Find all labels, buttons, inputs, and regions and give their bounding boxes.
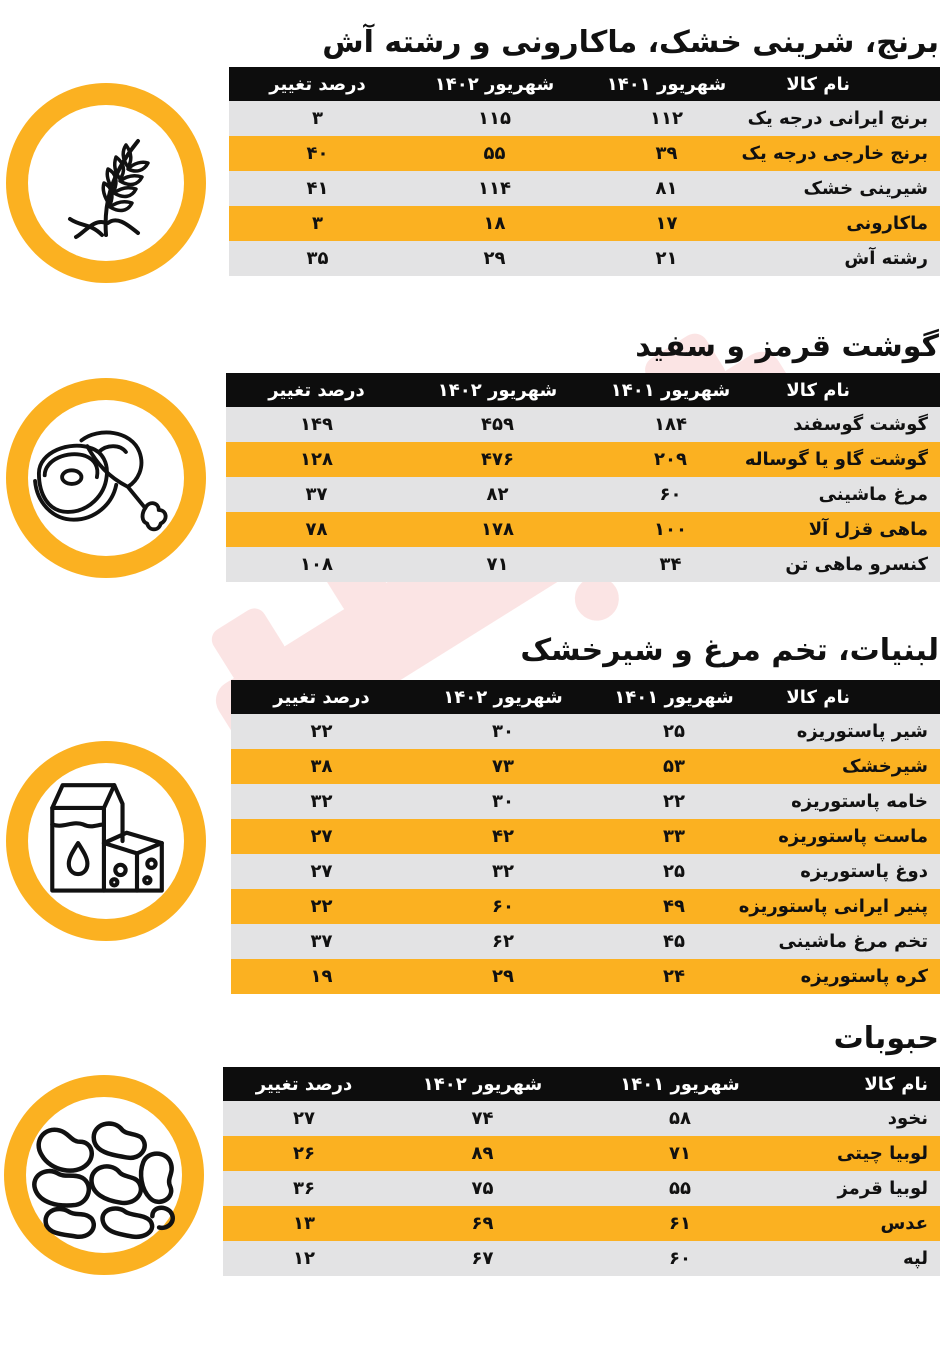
value-change: ۱۳ [223,1206,385,1241]
value-1402: ۶۲ [412,924,594,959]
value-change: ۲۷ [231,854,412,889]
value-1401: ۸۱ [583,171,750,206]
item-name: رشته آش [750,241,940,276]
value-1402: ۱۱۴ [406,171,583,206]
value-change: ۷۸ [226,512,407,547]
table-row [231,959,940,994]
value-1401: ۱۷ [583,206,750,241]
table-row [223,1206,940,1241]
col-name: نام کالا [750,67,940,101]
value-change: ۳۲ [231,784,412,819]
col-1401: شهریور ۱۴۰۱ [580,1067,780,1101]
value-1402: ۳۰ [412,714,594,749]
item-name: گوشت گوسفند [753,407,940,442]
meat-chicken-icon [31,423,186,539]
col-1402: شهریور ۱۴۰۲ [385,1067,580,1101]
value-change: ۲۲ [231,714,412,749]
price-table-rice [229,67,940,276]
value-1402: ۱۷۸ [407,512,588,547]
wheat-icon [46,123,166,243]
col-1402: شهریور ۱۴۰۲ [407,373,588,407]
value-1402: ۴۲ [412,819,594,854]
section-title-rice: برنج، شرینی خشک، ماکارونی و رشته آش [322,25,939,60]
item-name: پنیر ایرانی پاستوریزه [754,889,940,924]
value-1401: ۴۹ [594,889,754,924]
table-row [223,1136,940,1171]
value-change: ۲۷ [223,1101,385,1136]
item-name: ماهی قزل آلا [753,512,940,547]
value-1401: ۵۳ [594,749,754,784]
value-1402: ۷۵ [385,1171,580,1206]
item-name: برنج خارجی درجه یک [750,136,940,171]
value-1402: ۳۲ [412,854,594,889]
item-name: خامه پاستوریزه [754,784,940,819]
value-change: ۲۲ [231,889,412,924]
value-1401: ۶۰ [580,1241,780,1276]
value-1402: ۱۱۵ [406,101,583,136]
value-1401: ۵۸ [580,1101,780,1136]
value-1402: ۴۷۶ [407,442,588,477]
value-change: ۲۶ [223,1136,385,1171]
table-row [231,819,940,854]
value-1402: ۲۹ [412,959,594,994]
section-icon-circle [6,378,206,578]
value-1401: ۲۰۹ [588,442,753,477]
value-1401: ۶۰ [588,477,753,512]
price-table-legumes [223,1067,940,1276]
value-1401: ۵۵ [580,1171,780,1206]
item-name: دوغ پاستوریزه [754,854,940,889]
item-name: شیر پاستوریزه [754,714,940,749]
value-change: ۱۹ [231,959,412,994]
value-1401: ۲۱ [583,241,750,276]
table-row [226,407,940,442]
item-name: گوشت گاو یا گوساله [753,442,940,477]
value-1401: ۲۴ [594,959,754,994]
table-row [226,547,940,582]
col-name: نام کالا [754,680,940,714]
value-1401: ۷۱ [580,1136,780,1171]
table-row [231,854,940,889]
item-name: برنج ایرانی درجه یک [750,101,940,136]
item-name: لوبیا قرمز [780,1171,940,1206]
item-name: شیرخشک [754,749,940,784]
col-change: درصد تغییر [226,373,407,407]
value-1401: ۳۹ [583,136,750,171]
item-name: لوبیا چیتی [780,1136,940,1171]
value-1401: ۱۱۲ [583,101,750,136]
value-1401: ۴۵ [594,924,754,959]
table-row [229,136,940,171]
value-change: ۱۰۸ [226,547,407,582]
value-1401: ۳۴ [588,547,753,582]
milk-cheese-icon [44,779,168,903]
table-row [229,171,940,206]
col-name: نام کالا [780,1067,940,1101]
item-name: لپه [780,1241,940,1276]
item-name: عدس [780,1206,940,1241]
value-1402: ۷۴ [385,1101,580,1136]
col-name: نام کالا [753,373,940,407]
value-change: ۳ [229,206,406,241]
value-1402: ۷۱ [407,547,588,582]
value-1401: ۳۳ [594,819,754,854]
section-title-legumes: حبوبات [833,1021,939,1056]
value-1401: ۱۸۴ [588,407,753,442]
value-change: ۳۷ [226,477,407,512]
value-1402: ۸۲ [407,477,588,512]
col-change: درصد تغییر [229,67,406,101]
col-1401: شهریور ۱۴۰۱ [583,67,750,101]
col-change: درصد تغییر [231,680,412,714]
value-1402: ۷۳ [412,749,594,784]
table-row [231,714,940,749]
beans-icon [26,1117,184,1241]
value-1401: ۲۲ [594,784,754,819]
item-name: مرغ ماشینی [753,477,940,512]
col-1402: شهریور ۱۴۰۲ [412,680,594,714]
value-1402: ۳۰ [412,784,594,819]
value-change: ۳۸ [231,749,412,784]
table-row [223,1101,940,1136]
col-change: درصد تغییر [223,1067,385,1101]
value-1402: ۶۹ [385,1206,580,1241]
value-change: ۴۰ [229,136,406,171]
table-header [226,373,940,407]
table-row [231,924,940,959]
item-name: ماست پاستوریزه [754,819,940,854]
section-icon-circle [6,83,206,283]
value-change: ۳۵ [229,241,406,276]
value-change: ۱۴۹ [226,407,407,442]
table-row [229,101,940,136]
price-table-dairy [231,680,940,994]
value-1402: ۱۸ [406,206,583,241]
value-1401: ۱۰۰ [588,512,753,547]
value-1402: ۶۰ [412,889,594,924]
value-change: ۳ [229,101,406,136]
value-1402: ۲۹ [406,241,583,276]
value-1402: ۵۵ [406,136,583,171]
value-1402: ۴۵۹ [407,407,588,442]
value-1401: ۲۵ [594,714,754,749]
value-1402: ۶۷ [385,1241,580,1276]
table-row [231,784,940,819]
value-1401: ۶۱ [580,1206,780,1241]
table-row [231,749,940,784]
table-row [223,1241,940,1276]
section-icon-circle [4,1075,204,1275]
item-name: شیرینی خشک [750,171,940,206]
col-1401: شهریور ۱۴۰۱ [594,680,754,714]
item-name: ماکارونی [750,206,940,241]
col-1401: شهریور ۱۴۰۱ [588,373,753,407]
value-change: ۲۷ [231,819,412,854]
value-change: ۱۲۸ [226,442,407,477]
price-table-meat [226,373,940,582]
item-name: تخم مرغ ماشینی [754,924,940,959]
value-1402: ۸۹ [385,1136,580,1171]
table-row [226,512,940,547]
section-title-meat: گوشت قرمز و سفید [635,329,939,364]
table-row [231,889,940,924]
table-row [226,477,940,512]
table-header [229,67,940,101]
table-row [223,1171,940,1206]
section-title-dairy: لبنیات، تخم مرغ و شیرخشک [520,633,939,668]
item-name: نخود [780,1101,940,1136]
value-change: ۳۶ [223,1171,385,1206]
col-1402: شهریور ۱۴۰۲ [406,67,583,101]
table-header [223,1067,940,1101]
section-icon-circle [6,741,206,941]
table-header [231,680,940,714]
value-1401: ۲۵ [594,854,754,889]
value-change: ۴۱ [229,171,406,206]
value-change: ۱۲ [223,1241,385,1276]
value-change: ۳۷ [231,924,412,959]
item-name: کره پاستوریزه [754,959,940,994]
table-row [229,241,940,276]
table-row [226,442,940,477]
item-name: کنسرو ماهی تن [753,547,940,582]
table-row [229,206,940,241]
